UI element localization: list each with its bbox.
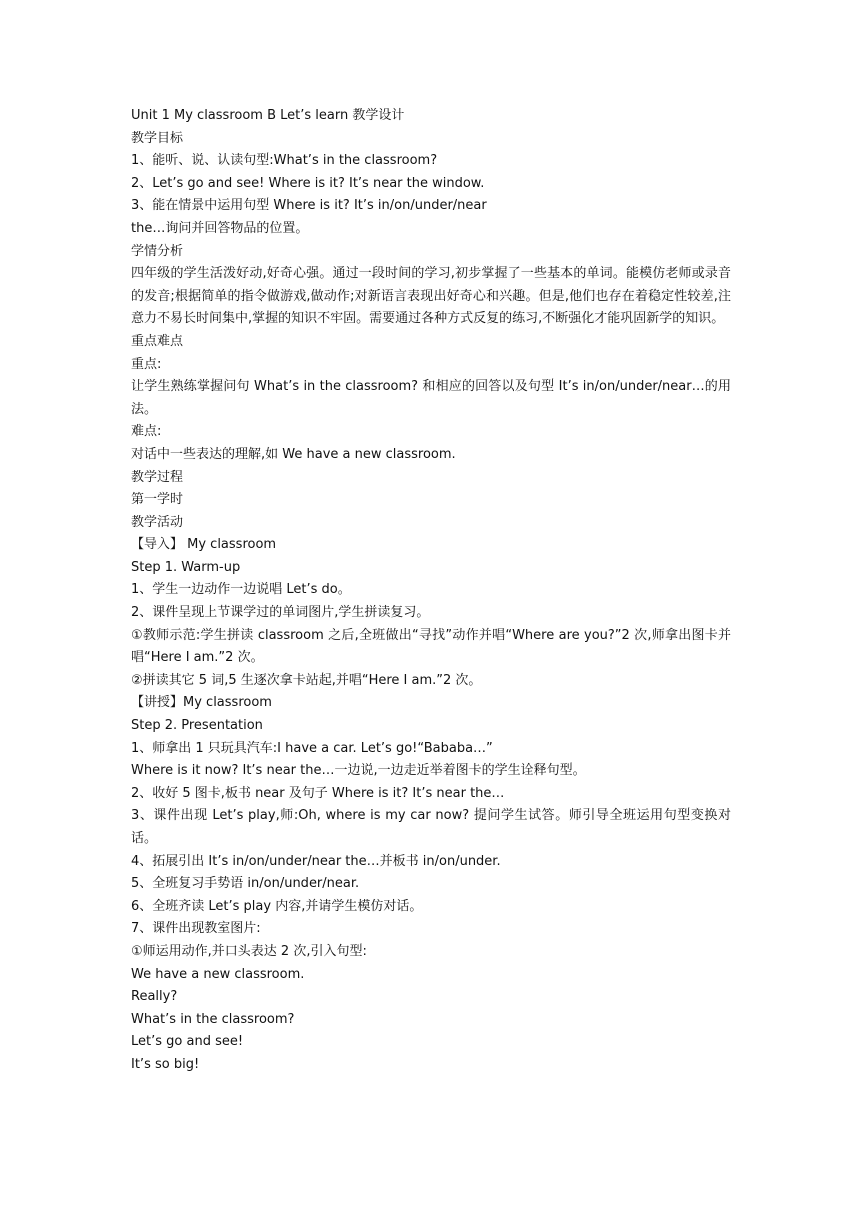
objective-1: 1、能听、说、认读句型:What’s in the classroom?	[131, 153, 438, 169]
dialogue-line-1: We have a new classroom.	[131, 966, 305, 982]
step-2-item-4: 4、拓展引出 It’s in/on/under/near the…并板书 in/on/under.	[131, 853, 501, 869]
step-1-item-2: 2、课件呈现上节课学过的单词图片,学生拼读复习。	[131, 605, 430, 621]
step-1-heading: Step 1. Warm-up	[131, 559, 241, 575]
play-paragraph: 3、课件出现 Let’s play,师:Oh, where is my car now? 提问学生试答。师引导全班运用句型变换对话。	[131, 808, 731, 846]
step-2-item-6: 6、全班齐读 Let’s play 内容,并请学生模仿对话。	[131, 898, 423, 914]
key-point-label: 重点:	[131, 356, 162, 372]
activity-label: 教学活动	[131, 514, 184, 530]
step-2-item-1-continued: Where is it now? It’s near the…一边说,一边走近举着图卡的学生诠释句型。	[131, 763, 586, 779]
step-2-item-7-sub: ①师运用动作,并口头表达 2 次,引入句型:	[131, 943, 367, 959]
dialogue-line-4: Let’s go and see!	[131, 1034, 244, 1050]
section-heading-objectives: 教学目标	[131, 130, 184, 146]
section-heading-process: 教学过程	[131, 469, 184, 485]
dialogue-line-3: What’s in the classroom?	[131, 1011, 295, 1027]
objective-3-continued: the…询问并回答物品的位置。	[131, 220, 309, 236]
step-1-item-1: 1、学生一边动作一边说唱 Let’s do。	[131, 582, 351, 598]
document-page	[131, 105, 731, 1077]
dialogue-line-2: Really?	[131, 989, 178, 1005]
step-2-heading: Step 2. Presentation	[131, 718, 263, 734]
intro-heading: 【导入】 My classroom	[131, 537, 277, 553]
section-heading-analysis: 学情分析	[131, 243, 184, 259]
section-heading-key-points: 重点难点	[131, 333, 184, 349]
lecture-heading: 【讲授】My classroom	[131, 695, 272, 711]
difficulty-text: 对话中一些表达的理解,如 We have a new classroom.	[131, 446, 456, 462]
step-1-item-3: ②拼读其它 5 词,5 生逐次拿卡站起,并唱“Here I am.”2 次。	[131, 672, 482, 688]
lesson-label: 第一学时	[131, 492, 184, 508]
demo-paragraph: ①教师示范:学生拼读 classroom 之后,全班做出“寻找”动作并唱“Where are you?”2 次,师拿出图卡并唱“Here I am.”2 次。	[131, 627, 731, 666]
objective-2: 2、Let’s go and see! Where is it? It’s near the window.	[131, 175, 485, 191]
difficulty-label: 难点:	[131, 424, 162, 440]
step-2-item-1: 1、师拿出 1 只玩具汽车:I have a car. Let’s go!“Bababa…”	[131, 740, 493, 756]
dialogue-line-5: It’s so big!	[131, 1056, 200, 1072]
key-point-paragraph: 让学生熟练掌握问句 What’s in the classroom? 和相应的回答以及句型 It’s in/on/under/near…的用法。	[131, 379, 731, 417]
step-2-item-5: 5、全班复习手势语 in/on/under/near.	[131, 876, 360, 892]
analysis-paragraph: 四年级的学生活泼好动,好奇心强。通过一段时间的学习,初步掌握了一些基本的单词。能模仿老师或录音的发音;根据简单的指令做游戏,做动作;对新语言表现出好奇心和兴趣。但是,他们也存在着稳定性较差,注意力不易长时间集中,掌握的知识不牢固。需要通过各种方式反复的练习,不断强化才能巩固新学的知识。	[131, 266, 731, 327]
step-2-item-7: 7、课件出现教室图片:	[131, 921, 261, 937]
objective-3: 3、能在情景中运用句型 Where is it? It’s in/on/under/near	[131, 198, 487, 214]
doc-title: Unit 1 My classroom B Let’s learn 教学设计	[131, 108, 405, 123]
step-2-item-2: 2、收好 5 图卡,板书 near 及句子 Where is it? It’s near the…	[131, 785, 505, 801]
